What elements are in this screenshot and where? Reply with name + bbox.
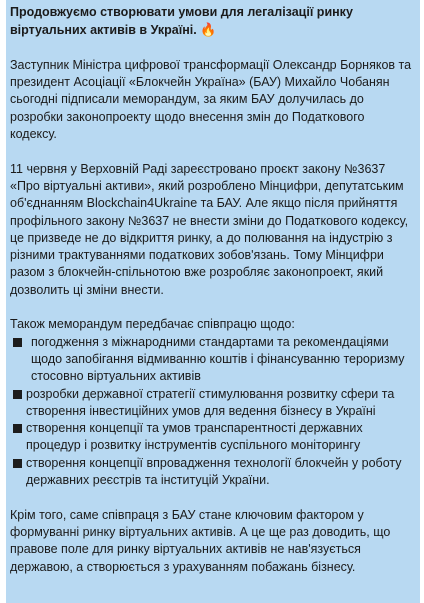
headline: Продовжуємо створювати умови для легалізації ринку віртуальних активів в Україні. 🔥: [10, 5, 353, 38]
fire-icon: 🔥: [200, 22, 217, 38]
paragraph-conclusion: Крім того, саме співпраця з БАУ стане ключовим фактором у формуванні ринку віртуальних активів. А це ще раз доводить, що правове поле для ринку віртуальних активів не нав'язується державою, а створюється з урахуванням побажань бізнесу.: [10, 507, 391, 574]
paragraph-law-3637: 11 червня у Верховній Раді зареєстровано проєкт закону №3637 «Про віртуальні активи», який розроблено Мінцифри, депутатським об'єднанням Blockchain4Ukraine та БАУ. Але якщо після прийняття профільного закону №3637 не внести зміни до Податкового кодексу, це призведе не до відкриття ринку, а до полювання на індустрію з різними трактуваннями податкових зобов'язань. Тому Мінцифри разом з блокчейн-спільнотою вже розробляє законопроект, який дозволить ці зміни внести.: [10, 161, 409, 297]
black-square-icon: [13, 424, 22, 433]
list-item: створення концепції впровадження технології блокчейн у роботу державних реєстрів та інституцій України.: [10, 455, 414, 490]
black-square-icon: [13, 338, 22, 347]
black-square-icon: [13, 390, 22, 399]
list-item: створення концепції та умов транспарентності державних процедур і розвитку інструментів суспільного моніторингу: [10, 420, 414, 455]
list-item: розробки державної стратегії стимулювання розвитку сфери та створення інвестиційних умов для ведення бізнесу в Україні: [10, 386, 414, 421]
list-item: погодження з міжнародними стандартами та рекомендаціями щодо запобігання відмиванню коштів і фінансуванню тероризму стосовно віртуальних активів: [10, 334, 414, 386]
paragraph-memorandum: Заступник Міністра цифрової трансформації Олександр Борняков та президент Асоціації «Блокчейн Україна» (БАУ) Михайло Чобанян сьогодні підписали меморандум, за яким БАУ долучилась до розробки законопроекту щодо внесення змін до Податкового кодексу.: [10, 57, 412, 142]
paragraph-cooperation-intro: Також меморандум передбачає співпрацю щодо:: [10, 317, 295, 332]
black-square-icon: [13, 459, 22, 468]
